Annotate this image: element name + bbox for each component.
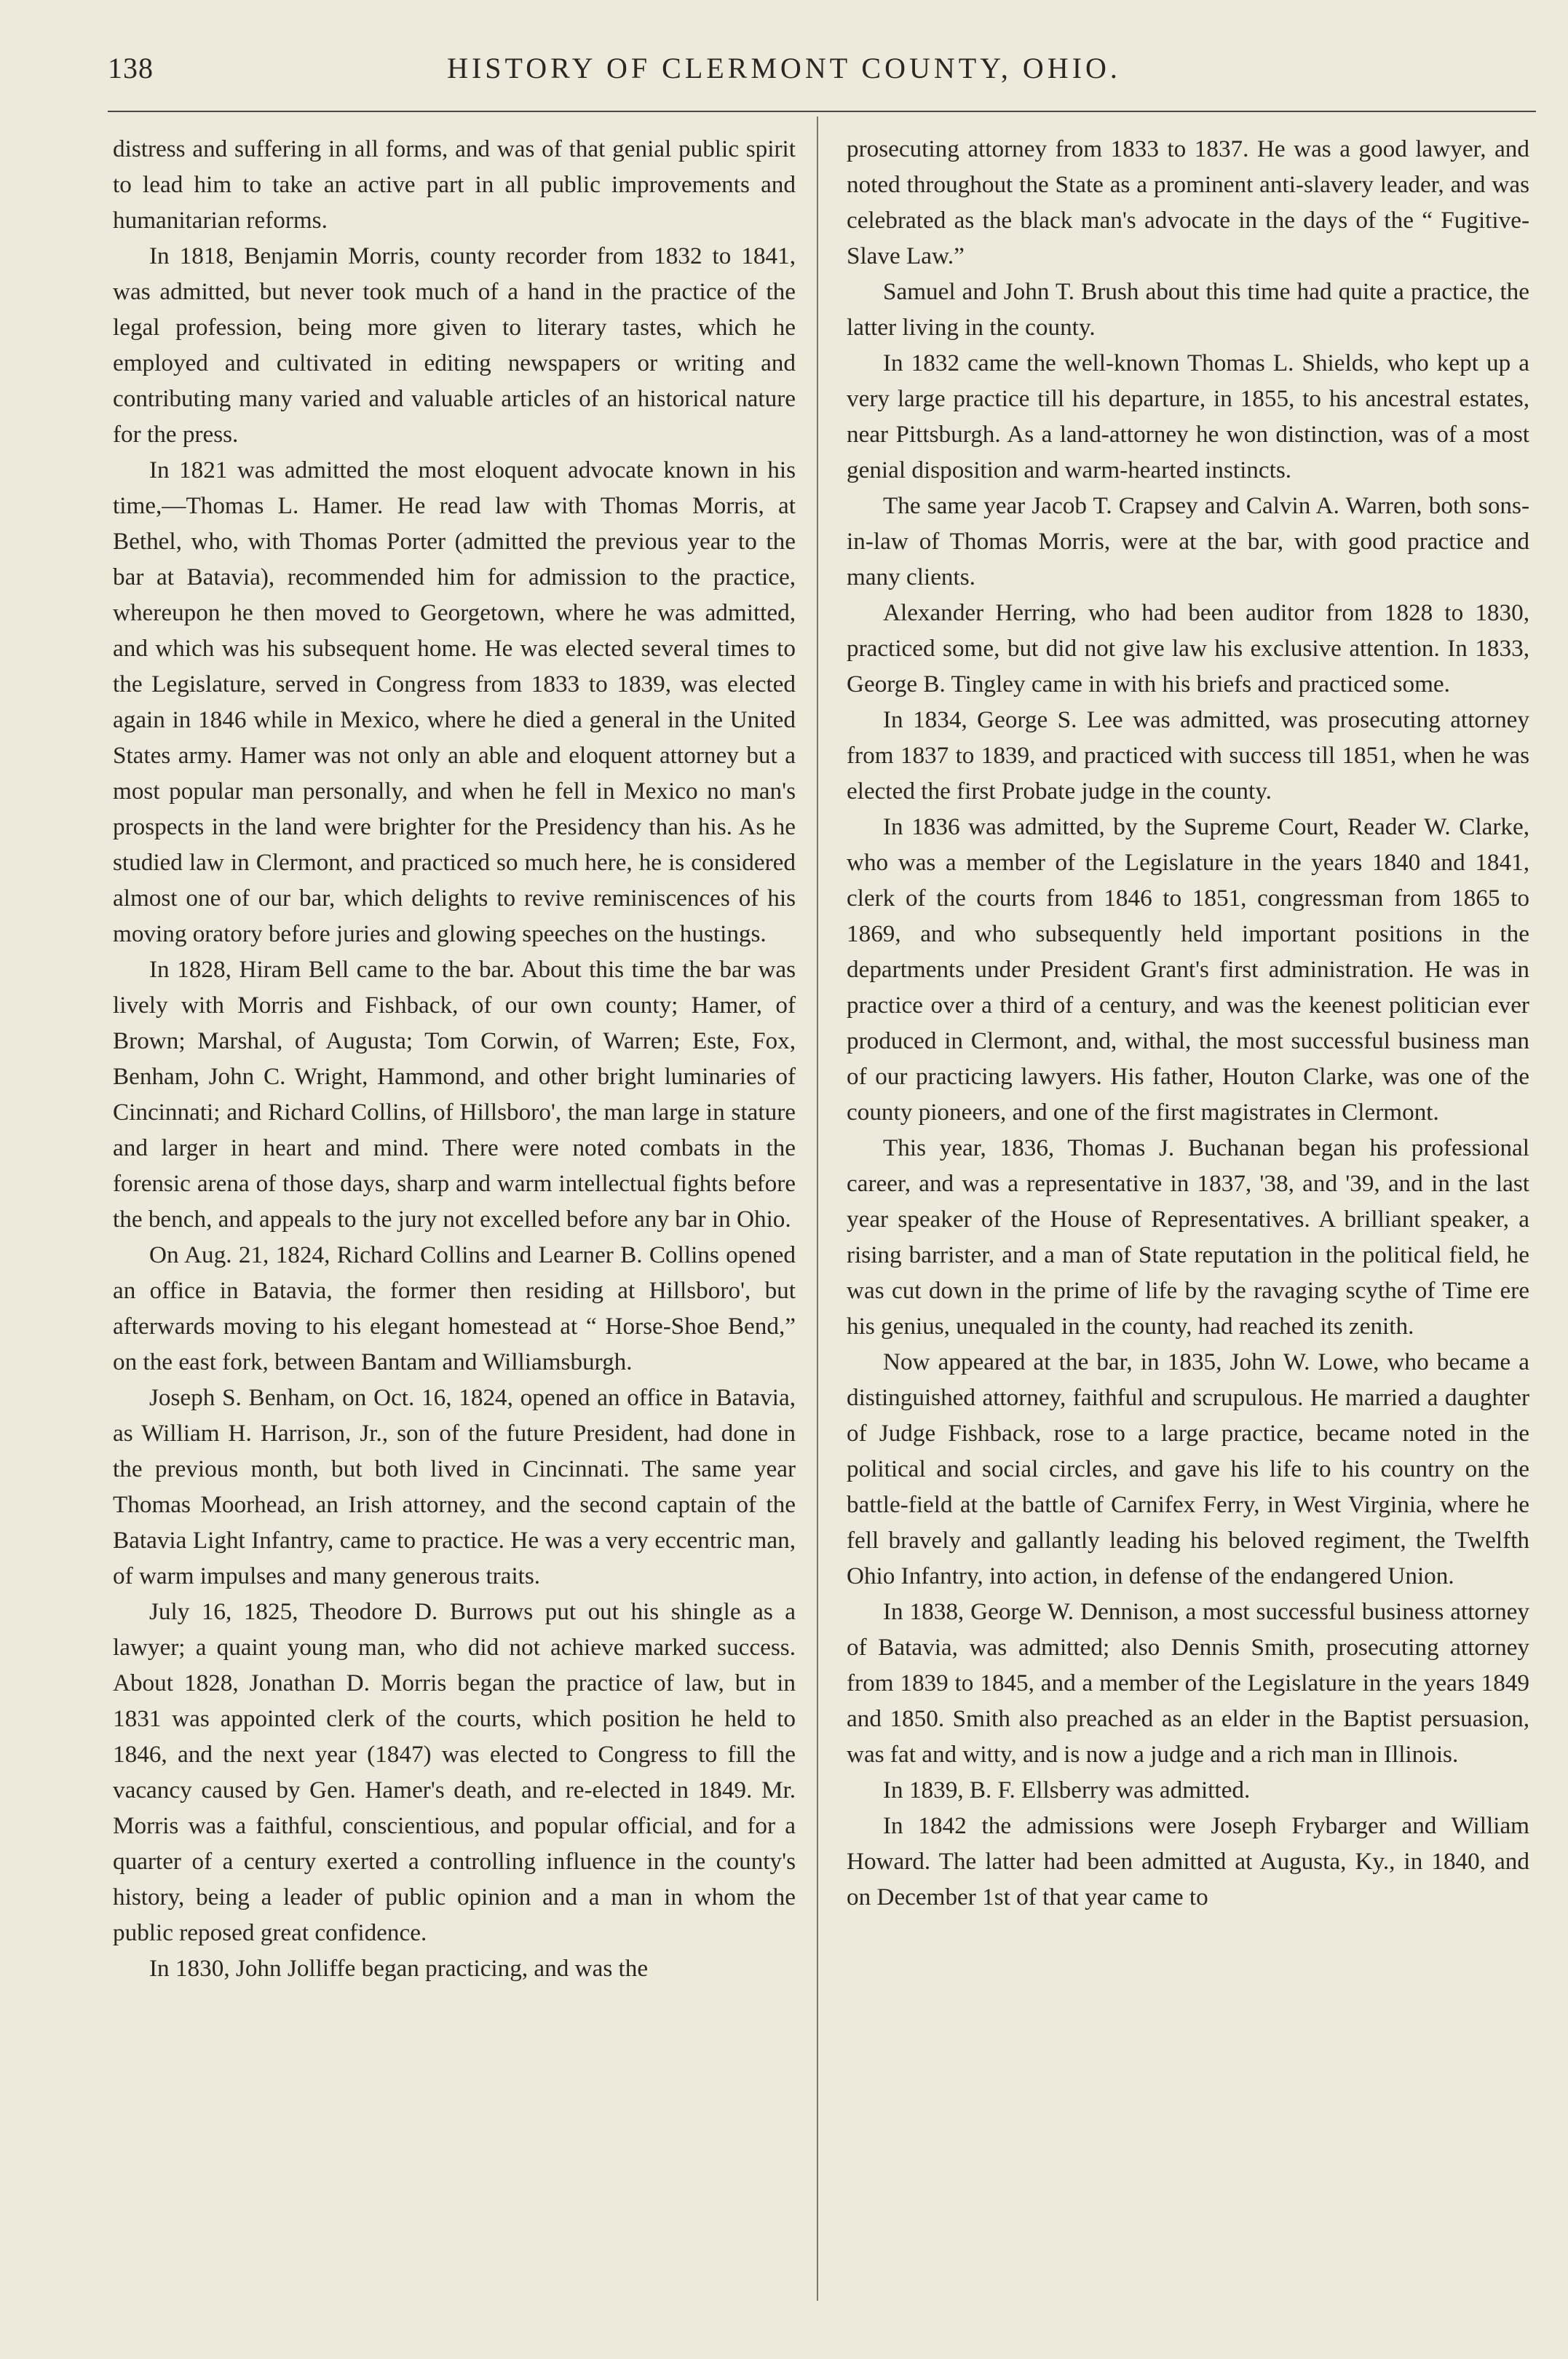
paragraph: In 1834, George S. Lee was admitted, was prosecuting attorney from 1837 to 1839, and practiced with success till 1851, when he was elected the first Probate judge in the county. bbox=[847, 706, 1529, 805]
paragraph: Joseph S. Benham, on Oct. 16, 1824, opened an office in Batavia, as William H. Harrison, Jr., son of the future President, had done in the previous month, but both lived in Cincinnati. The same year Thomas Moorhead, an Irish attorney, and the second captain of the Batavia Light Infantry, came to practice. He was a very eccentric man, of warm impulses and many generous traits. bbox=[113, 1384, 796, 1589]
paragraph: In 1839, B. F. Ellsberry was admitted. bbox=[883, 1777, 1251, 1803]
paragraph: The same year Jacob T. Crapsey and Calvin A. Warren, both sons-in-law of Thomas Morris, were at the bar, with good practice and many clients. bbox=[847, 492, 1529, 590]
column-divider bbox=[817, 116, 818, 2301]
paragraph: In 1818, Benjamin Morris, county recorder from 1832 to 1841, was admitted, but never took much of a hand in the practice of the legal profession, being more given to literary tastes, which he employed and cultivated in editing newspapers or writing and contributing many varied and valuable articles of an historical nature for the press. bbox=[113, 242, 796, 448]
paragraph: In 1828, Hiram Bell came to the bar. About this time the bar was lively with Morris and Fishback, of our own county; Hamer, of Brown; Marshal, of Augusta; Tom Corwin, of Warren; Este, Fox, Benham, John C. Wright, Hammond, and other bright luminaries of Cincinnati; and Richard Collins, of Hillsboro', the man large in stature and larger in heart and mind. There were noted combats in the forensic arena of those days, sharp and warm intellectual fights before the bench, and appeals to the jury not excelled before any bar in Ohio. bbox=[113, 956, 796, 1233]
paragraph: In 1842 the admissions were Joseph Frybarger and William Howard. The latter had been admitted at Augusta, Ky., in 1840, and on December 1st of that year came to bbox=[847, 1812, 1529, 1910]
running-title: HISTORY OF CLERMONT COUNTY, OHIO. bbox=[447, 52, 1121, 84]
paragraph: In 1821 was admitted the most eloquent advocate known in his time,—Thomas L. Hamer. He read law with Thomas Morris, at Bethel, who, with Thomas Porter (admitted the previous year to the bar at Batavia), recommended him for admission to the practice, whereupon he then moved to Georgetown, where he was admitted, and which was his subsequent home. He was elected several times to the Legislature, served in Congress from 1833 to 1839, was elected again in 1846 while in Mexico, where he died a general in the United States army. Hamer was not only an able and eloquent attorney but a most popular man personally, and when he fell in Mexico no man's prospects in the land were brighter for the Presidency than his. As he studied law in Clermont, and practiced so much here, he is considered almost one of our bar, which delights to revive reminiscences of his moving oratory before juries and glowing speeches on the hustings. bbox=[113, 457, 796, 947]
paragraph: This year, 1836, Thomas J. Buchanan began his professional career, and was a representative in 1837, '38, and '39, and in the last year speaker of the House of Representatives. A brilliant speaker, a rising barrister, and a man of State reputation in the political field, he was cut down in the prime of life by the ravaging scythe of Time ere his genius, unequaled in the county, had reached its zenith. bbox=[847, 1134, 1529, 1340]
right-column bbox=[847, 131, 1529, 1915]
paragraph: Samuel and John T. Brush about this time had quite a practice, the latter living in the county. bbox=[847, 278, 1529, 341]
paragraph: July 16, 1825, Theodore D. Burrows put out his shingle as a lawyer; a quaint young man, who did not achieve marked success. About 1828, Jonathan D. Morris began the practice of law, but in 1831 was appointed clerk of the courts, which position he held to 1846, and the next year (1847) was elected to Congress to fill the vacancy caused by Gen. Hamer's death, and re-elected in 1849. Mr. Morris was a faithful, conscientious, and popular official, and for a quarter of a century exerted a controlling influence in the county's history, being a leader of public opinion and a man in whom the public reposed great confidence. bbox=[113, 1598, 796, 1946]
paragraph: In 1832 came the well-known Thomas L. Shields, who kept up a very large practice till his departure, in 1855, to his ancestral estates, near Pittsburgh. As a land-attorney he won distinction, was of a most genial disposition and warm-hearted instincts. bbox=[847, 349, 1529, 483]
left-column bbox=[113, 131, 796, 1986]
paragraph: distress and suffering in all forms, and was of that genial public spirit to lead him to take an active part in all public improvements and humanitarian reforms. bbox=[113, 135, 796, 234]
paragraph: Alexander Herring, who had been auditor from 1828 to 1830, practiced some, but did not give law his exclusive attention. In 1833, George B. Tingley came in with his briefs and practiced some. bbox=[847, 599, 1529, 698]
paragraph: In 1830, John Jolliffe began practicing, and was the bbox=[149, 1955, 649, 1982]
paragraph: On Aug. 21, 1824, Richard Collins and Learner B. Collins opened an office in Batavia, the former then residing at Hillsboro', but afterwards moving to his elegant homestead at “ Horse-Shoe Bend,” on the east fork, between Bantam and Williamsburgh. bbox=[113, 1241, 796, 1375]
header-rule bbox=[108, 111, 1536, 112]
paragraph: In 1838, George W. Dennison, a most successful business attorney of Batavia, was admitted; also Dennis Smith, prosecuting attorney from 1839 to 1845, and a member of the Legislature in the years 1849 and 1850. Smith also preached as an elder in the Baptist persuasion, was fat and witty, and is now a judge and a rich man in Illinois. bbox=[847, 1598, 1529, 1768]
paragraph: Now appeared at the bar, in 1835, John W. Lowe, who became a distinguished attorney, faithful and scrupulous. He married a daughter of Judge Fishback, rose to a large practice, became noted in the political and social circles, and gave his life to his country on the battle-field at the battle of Carnifex Ferry, in West Virginia, where he fell bravely and gallantly leading his beloved regiment, the Twelfth Ohio Infantry, into action, in defense of the endangered Union. bbox=[847, 1348, 1529, 1589]
paragraph: prosecuting attorney from 1833 to 1837. He was a good lawyer, and noted throughout the State as a prominent anti-slavery leader, and was celebrated as the black man's advocate in the days of the “ Fugitive-Slave Law.” bbox=[847, 135, 1529, 269]
page-number: 138 bbox=[108, 52, 154, 84]
paragraph: In 1836 was admitted, by the Supreme Court, Reader W. Clarke, who was a member of the Legislature in the years 1840 and 1841, clerk of the courts from 1846 to 1851, congressman from 1865 to 1869, and who subsequently held important positions in the departments under President Grant's first administration. He was in practice over a third of a century, and was the keenest politician ever produced in Clermont, and, withal, the most successful business man of our practicing lawyers. His father, Houton Clarke, was one of the county pioneers, and one of the first magistrates in Clermont. bbox=[847, 813, 1529, 1126]
